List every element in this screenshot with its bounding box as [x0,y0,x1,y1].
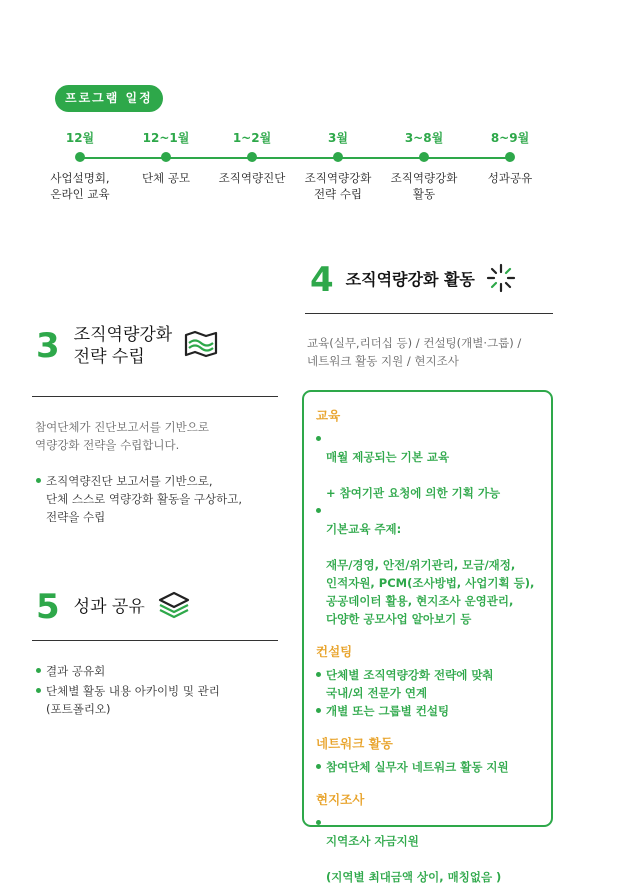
field-list [316,814,539,885]
timeline-dot [505,152,515,162]
section3-number: 3 [36,326,60,366]
list-item-sub: 재무/경영, 안전/위기관리, 모금/재정, 인적자원, PCM(조사방법, 사업기획 등), 공공데이터 활용, 현지조사 운영관리, 다양한 공모사업 알아보기 등 [326,558,535,626]
map-icon [184,330,218,362]
education-heading: 교육 [316,408,341,423]
section4-description: 교육(실무,리더십 등) / 컨설팅(개별·그룹) / 네트워크 활동 지원 / 현지조사 [307,336,522,368]
section5-bullets [35,662,220,720]
list-item: 조직역량진단 보고서를 기반으로, 단체 스스로 역량강화 활동을 구상하고, 전략을 수립 [35,472,242,526]
section4-divider [305,313,553,314]
timeline-month: 3~8월 [404,131,444,145]
timeline-dot [161,152,171,162]
consulting-list [316,666,539,720]
list-item-text: 지역조사 자금지원 [326,834,419,848]
timeline-item [455,130,565,186]
section3-description: 참여단체가 진단보고서를 기반으로 역량강화 전략을 수립합니다. [35,420,209,452]
list-item-sub: + 참여기관 요청에 의한 기획 가능 [326,486,501,500]
timeline-month: 12월 [65,131,95,145]
list-item: 참여단체 실무자 네트워크 활동 지원 [316,758,539,776]
list-item: 결과 공유회 [35,662,220,680]
timeline-month: 12~1월 [142,131,190,145]
field-heading: 현지조사 [316,792,365,807]
section3-divider [32,396,278,397]
timeline-dot [75,152,85,162]
list-item [316,502,539,628]
list-item: 단체별 활동 내용 아카이빙 및 관리 (포트폴리오) [35,682,220,718]
list-item-text: 기본교육 주제: [326,522,402,536]
section4-number: 4 [310,260,334,300]
section5-header [36,587,191,627]
list-item-sub: (지역별 최대금액 상이, 매칭없음 ) [326,870,502,884]
timeline-label: 조직역량강화 전략 수립 [304,171,372,201]
timeline-label: 조직역량진단 [218,171,286,185]
timeline-label: 단체 공모 [141,171,191,185]
timeline-dot [419,152,429,162]
timeline-month: 1~2월 [232,131,272,145]
section3-title: 조직역량강화 전략 수립 [73,325,173,367]
timeline-month: 3월 [328,131,348,145]
network-heading: 네트워크 활동 [316,736,393,751]
section3-bullets [35,472,242,528]
timeline-label: 사업설명회, 온라인 교육 [50,171,110,201]
list-item: 개별 또는 그룹별 컨설팅 [316,702,539,720]
section4-title: 조직역량강화 활동 [345,270,475,289]
timeline-dot [247,152,257,162]
section5-title: 성과 공유 [73,597,145,617]
sparkle-icon [485,262,517,298]
layers-icon [157,590,191,624]
activities-box [302,390,553,884]
section5-divider [32,640,278,641]
list-item [316,430,539,502]
timeline-month: 8~9월 [490,131,530,145]
list-item-text: 매월 제공되는 기본 교육 [326,450,450,464]
network-list [316,758,539,776]
section3-header [36,324,218,368]
list-item: 단체별 조직역량강화 전략에 맞춰 국내/외 전문가 연계 [316,666,539,702]
consulting-heading: 컨설팅 [316,644,353,659]
list-item [316,814,539,885]
schedule-badge: 프로그램 일정 [55,85,163,112]
education-list [316,430,539,628]
timeline-label: 성과공유 [487,171,533,185]
section4-header [310,262,517,298]
timeline-dot [333,152,343,162]
timeline-label: 조직역량강화 활동 [390,171,458,201]
section5-number: 5 [36,587,60,627]
